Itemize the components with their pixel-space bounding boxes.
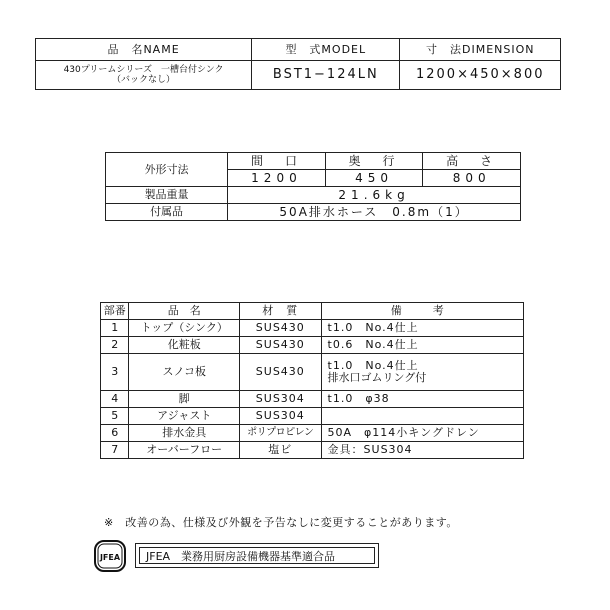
depth-value: 450 <box>325 170 423 187</box>
part-name: トップ（シンク） <box>129 320 240 337</box>
model-column-header: 型 式MODEL <box>252 39 400 61</box>
width-value: 1200 <box>228 170 326 187</box>
outer-size-label: 外形寸法 <box>106 153 228 187</box>
part-material: SUS430 <box>240 320 321 337</box>
part-no: 2 <box>101 337 129 354</box>
product-header-table <box>35 38 561 90</box>
part-no-header: 部番 <box>101 303 129 320</box>
product-name-line1: 430プリームシリーズ 一槽台付シンク <box>63 64 224 75</box>
accessory-value: 50A排水ホース 0.8m（1） <box>228 204 521 221</box>
dimension-value: 1200×450×800 <box>400 61 561 90</box>
part-no: 1 <box>101 320 129 337</box>
product-name-cell <box>36 61 252 90</box>
table-row <box>101 320 524 337</box>
part-name: 脚 <box>129 391 240 408</box>
part-remarks-extra: 排水口ゴムリング付 <box>327 371 427 384</box>
part-no: 4 <box>101 391 129 408</box>
weight-value: 21.6kg <box>228 187 521 204</box>
part-remarks: t0.6 No.4仕上 <box>321 337 523 354</box>
part-no: 6 <box>101 425 129 442</box>
part-name: 化粧板 <box>129 337 240 354</box>
table-row <box>101 408 524 425</box>
table-row <box>101 391 524 408</box>
part-no: 3 <box>101 354 129 391</box>
certification-text: JFEA 業務用厨房設備機器基準適合品 <box>139 547 375 564</box>
part-name: アジャスト <box>129 408 240 425</box>
table-row <box>101 425 524 442</box>
part-material: ポリプロピレン <box>240 425 321 442</box>
table-row <box>101 442 524 459</box>
jfea-logo-text: JFEA <box>99 553 121 562</box>
part-remarks: 50A φ114小キングドレン <box>321 425 523 442</box>
part-no: 7 <box>101 442 129 459</box>
height-label: 高 さ <box>423 153 521 170</box>
part-name: 排水金具 <box>129 425 240 442</box>
height-value: 800 <box>423 170 521 187</box>
material-header: 材 質 <box>240 303 321 320</box>
part-name: スノコ板 <box>129 354 240 391</box>
part-remarks-multiline <box>321 354 523 391</box>
product-name-line2: （バックなし） <box>112 75 176 85</box>
part-remarks: t1.0 φ38 <box>321 391 523 408</box>
part-material: SUS430 <box>240 337 321 354</box>
part-no: 5 <box>101 408 129 425</box>
part-name: オーバーフロー <box>129 442 240 459</box>
name-column-header: 品 名NAME <box>36 39 252 61</box>
part-material: SUS430 <box>240 354 321 391</box>
part-material: 塩ビ <box>240 442 321 459</box>
parts-header-row <box>101 303 524 320</box>
parts-table <box>100 302 524 459</box>
table-row <box>101 354 524 391</box>
part-material: SUS304 <box>240 391 321 408</box>
part-remarks: t1.0 No.4仕上 <box>321 320 523 337</box>
part-material: SUS304 <box>240 408 321 425</box>
table-row <box>101 337 524 354</box>
spec-table <box>105 152 521 221</box>
remarks-header: 備 考 <box>321 303 523 320</box>
part-remarks: t1.0 No.4仕上 <box>327 359 419 373</box>
certification-box <box>135 543 379 568</box>
dimension-column-header: 寸 法DIMENSION <box>400 39 561 61</box>
part-remarks: 金具：SUS304 <box>321 442 523 459</box>
accessory-label: 付属品 <box>106 204 228 221</box>
depth-label: 奥 行 <box>325 153 423 170</box>
part-name-header: 品 名 <box>129 303 240 320</box>
width-label: 間 口 <box>228 153 326 170</box>
model-value: BST1−124LN <box>252 61 400 90</box>
jfea-logo-icon <box>94 540 126 572</box>
weight-label: 製品重量 <box>106 187 228 204</box>
change-notice: ※ 改善の為、仕様及び外観を予告なしに変更することがあります。 <box>104 516 458 529</box>
part-remarks <box>321 408 523 425</box>
